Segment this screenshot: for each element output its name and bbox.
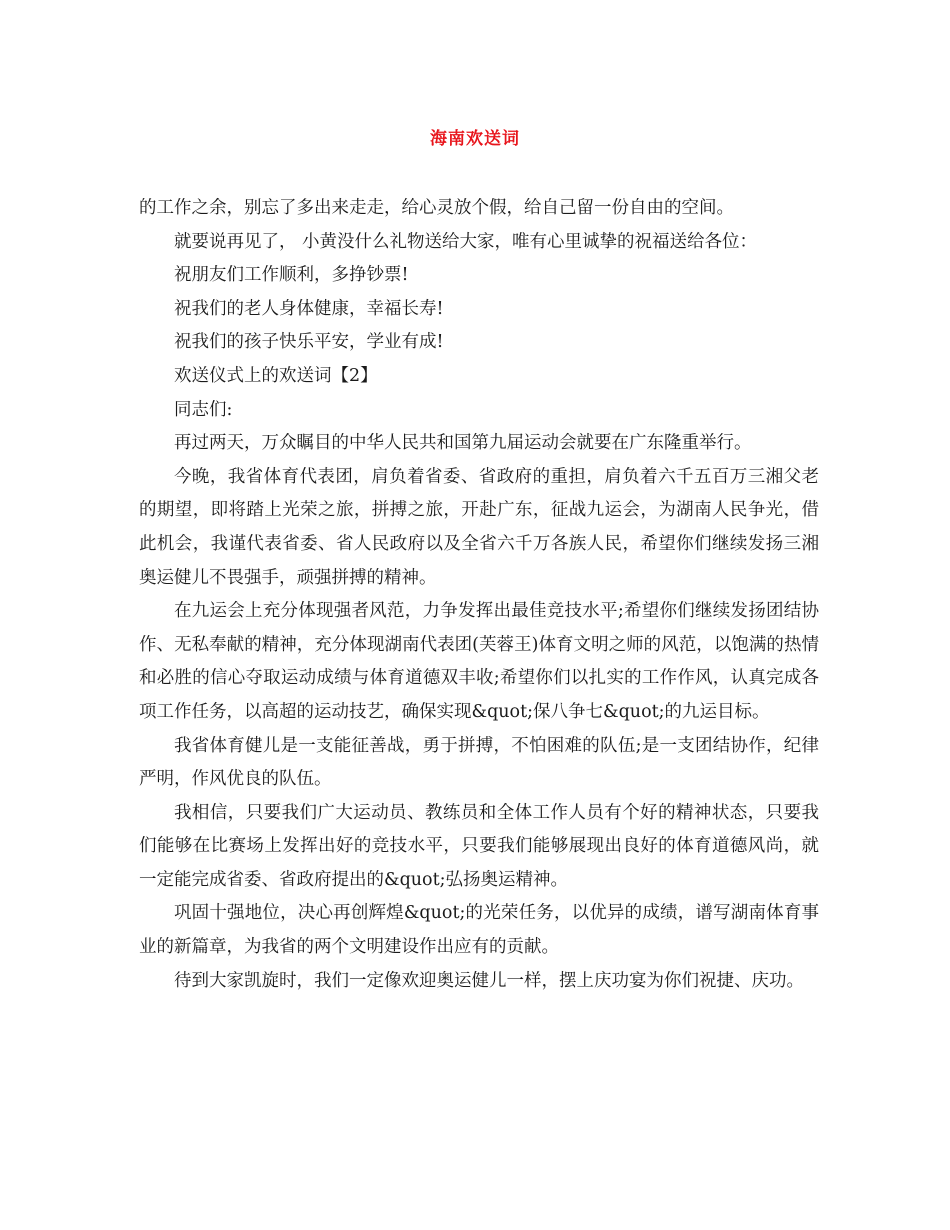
paragraph-5: 祝我们的孩子快乐平安，学业有成!	[174, 332, 444, 353]
paragraph-14: 待到大家凯旋时，我们一定像欢迎奥运健儿一样，摆上庆功宴为你们祝捷、庆功。	[174, 970, 804, 991]
salutation: 同志们:	[174, 399, 233, 420]
paragraph-10: 在九运会上充分体现强者风范，力争发挥出最佳竞技水平;希望你们继续发扬团结协作、无私奉献的精神，充分体现湖南代表团(芙蓉王)体育文明之师的风范，以饱满的热情和必胜的信心夺取运动成绩与体育道德双丰收;希望你们以扎实的工作作风，认真完成各项工作任务，以高超的运动技艺，确保实现&quot;保八争七&quot;的九运目标。	[139, 601, 819, 722]
document-body	[139, 192, 819, 998]
paragraph-1: 的工作之余，别忘了多出来走走，给心灵放个假，给自己留一份自由的空间。	[139, 198, 734, 218]
paragraph-4: 祝我们的老人身体健康，幸福长寿!	[174, 298, 444, 319]
paragraph-8: 再过两天，万众瞩目的中华人民共和国第九届运动会就要在广东隆重举行。	[174, 433, 752, 454]
paragraph-3: 祝朋友们工作顺利，多挣钞票!	[174, 265, 409, 286]
paragraph-13: 巩固十强地位，决心再创辉煌&quot;的光荣任务，以优异的成绩，谱写湖南体育事业的新篇章，为我省的两个文明建设作出应有的贡献。	[139, 903, 819, 958]
paragraph-2: 就要说再见了， 小黄没什么礼物送给大家，唯有心里诚挚的祝福送给各位：	[174, 231, 758, 252]
paragraph-11: 我省体育健儿是一支能征善战，勇于拼搏，不怕困难的队伍;是一支团结协作，纪律严明，作风优良的队伍。	[139, 735, 819, 790]
paragraph-12: 我相信，只要我们广大运动员、教练员和全体工作人员有个好的精神状态，只要我们能够在比赛场上发挥出好的竞技水平，只要我们能够展现出良好的体育道德风尚，就一定能完成省委、省政府提出的&quot;弘扬奥运精神。	[139, 802, 819, 890]
section-heading: 欢送仪式上的欢送词【2】	[174, 365, 378, 386]
document-title: 海南欢送词	[430, 129, 520, 149]
paragraph-9: 今晚，我省体育代表团，肩负着省委、省政府的重担，肩负着六千五百万三湘父老的期望，即将踏上光荣之旅，拼搏之旅，开赴广东，征战九运会，为湖南人民争光，借此机会，我谨代表省委、省人民政府以及全省六千万各族人民，希望你们继续发扬三湘奥运健儿不畏强手，顽强拼搏的精神。	[139, 466, 819, 588]
